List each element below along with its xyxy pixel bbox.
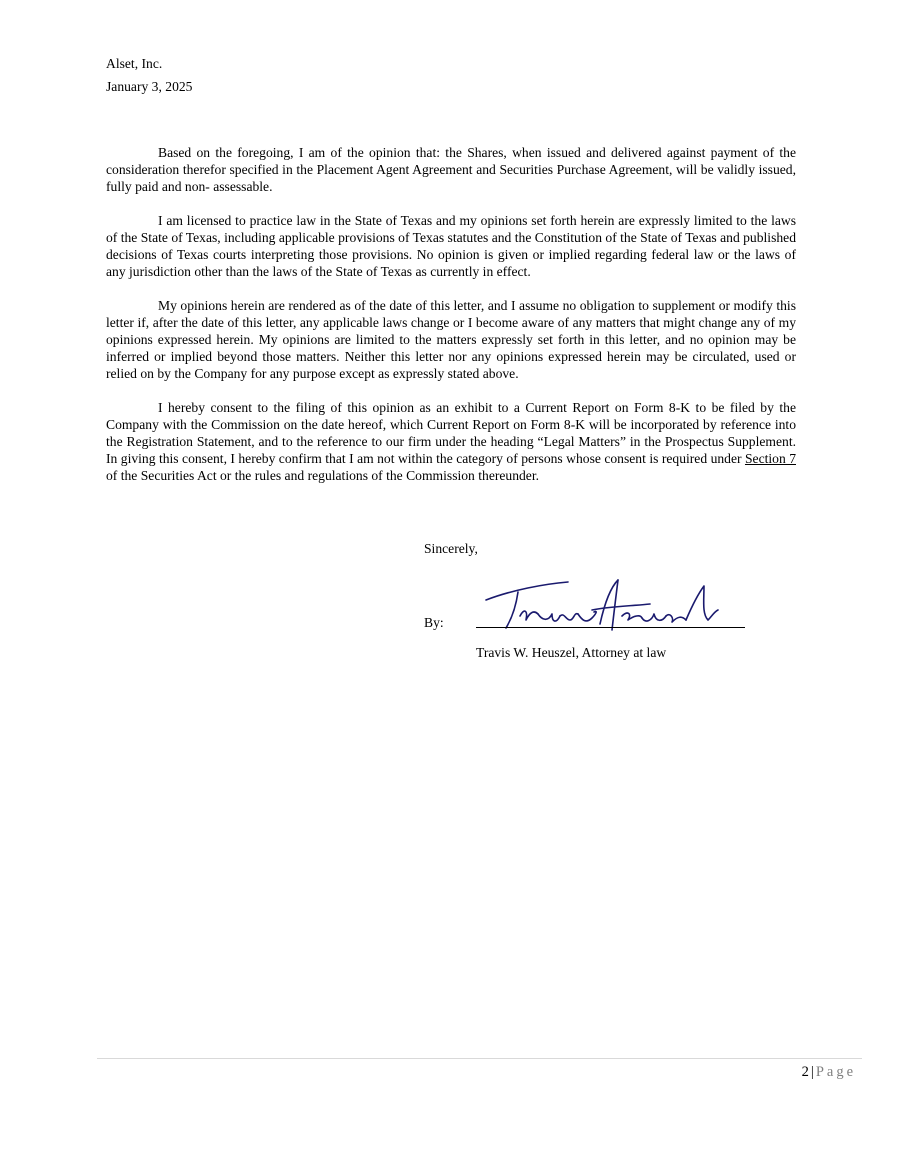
consent-paragraph xyxy=(106,399,796,484)
signer-name: Travis W. Heuszel, Attorney at law xyxy=(476,645,667,660)
limitations-paragraph: My opinions herein are rendered as of the date of this letter, and I assume no obligation to supplement or modify this letter if, after the date of this letter, any applicable laws change or I become aware of any matters that might change any of my opinions expressed herein. My opinions are limited to the matters expressly set forth in this letter, and no opinion may be inferred or implied beyond those matters. Neither this letter nor any opinions expressed herein may be circulated, used or relied on by the Company for any purpose except as expressly stated above. xyxy=(106,298,796,381)
jurisdiction-paragraph: I am licensed to practice law in the State of Texas and my opinions set forth herein are expressly limited to the laws of the State of Texas, including applicable provisions of Texas statutes and the Constitution of the State of Texas and published decisions of Texas courts interpreting those provisions. No opinion is given or implied regarding federal law or the laws of any jurisdiction other than the laws of the State of Texas as currently in effect. xyxy=(106,213,796,279)
opinion-paragraph: Based on the foregoing, I am of the opinion that: the Shares, when issued and delivered against payment of the consideration therefor specified in the Placement Agent Agreement and Securities Purchase Agreement, will be validly issued, fully paid and non- assessable. xyxy=(106,145,796,194)
consent-text-start: I hereby consent to the filing of this opinion as an exhibit to a Current Report on Form 8-K to be filed by the Company with the Commission on the date hereof, which Current Report on Form 8-K will be incorporated by reference into the Registration Statement, and to the reference to our firm under the heading “Legal Matters” in the Prospectus Supplement. In giving this consent, I hereby confirm that I am not within the category of persons whose consent is required under xyxy=(106,400,796,466)
letter-header xyxy=(106,52,192,98)
page-separator: | xyxy=(810,1064,814,1080)
section-7-reference: Section 7 xyxy=(744,451,796,466)
by-label: By: xyxy=(424,615,444,630)
salutation: Sincerely, xyxy=(424,541,478,556)
letter-body xyxy=(106,144,796,484)
signature-line xyxy=(476,627,745,628)
letter-date: January 3, 2025 xyxy=(106,79,193,94)
page-label: Page xyxy=(815,1064,856,1080)
signature-strokes xyxy=(486,580,718,630)
consent-text-end: of the Securities Act or the rules and regulations of the Commission thereunder. xyxy=(106,468,540,483)
footer-divider xyxy=(97,1058,862,1059)
page-number: 2 xyxy=(801,1064,809,1080)
company-name: Alset, Inc. xyxy=(106,56,163,71)
page-footer xyxy=(802,1062,856,1082)
